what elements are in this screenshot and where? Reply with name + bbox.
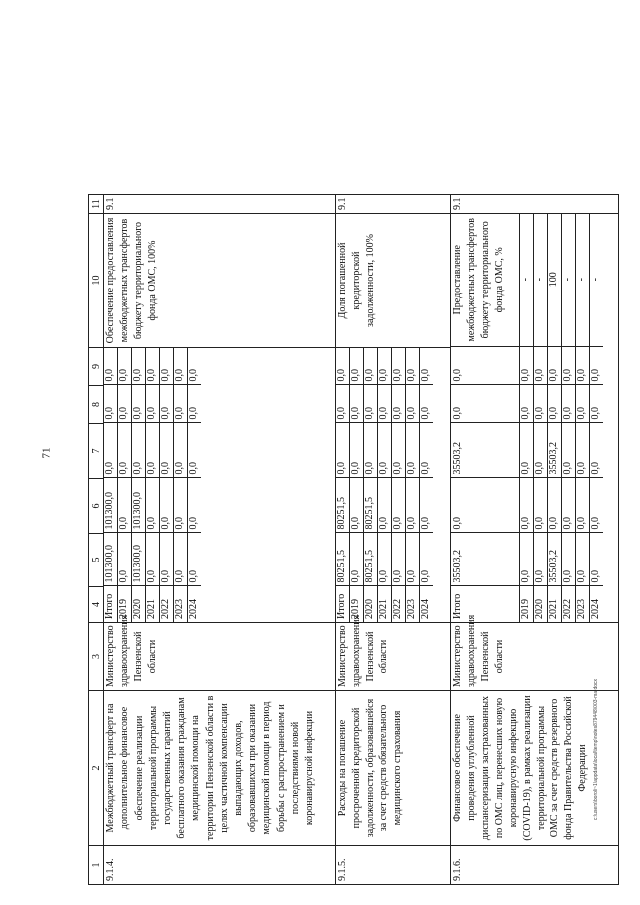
value-federal: 0,0	[561, 423, 575, 478]
year-row	[589, 213, 603, 622]
year-row	[104, 347, 118, 622]
value-other: 0,0	[174, 347, 188, 385]
year-label: Итого	[336, 586, 350, 622]
year-label: 2020	[363, 586, 377, 622]
year-row	[451, 213, 519, 622]
value-federal: 0,0	[589, 423, 603, 478]
value-local: 0,0	[118, 385, 132, 423]
value-total: 35503,2	[547, 533, 561, 586]
row-number: 9.1.4.	[104, 846, 336, 885]
blank-margin-cell	[451, 17, 619, 195]
indicator-value: -	[519, 213, 533, 347]
value-local: 0,0	[160, 385, 174, 423]
row-number: 9.1.5.	[335, 846, 450, 885]
value-other: 0,0	[419, 347, 433, 385]
year-row	[533, 213, 547, 622]
value-total: 0,0	[419, 533, 433, 586]
year-label: 2024	[589, 586, 603, 622]
indicator-value: -	[561, 213, 575, 347]
value-federal: 0,0	[132, 423, 146, 478]
row-description: Расходы на погашение просроченной кредиторской задолженности, образовавшейся за счет средств обязательного медицинского страхования	[335, 691, 450, 846]
value-regional: 0,0	[174, 478, 188, 533]
year-label: Итого	[104, 586, 118, 622]
value-federal: 0,0	[188, 423, 202, 478]
year-row	[146, 347, 160, 622]
value-other: 0,0	[377, 347, 391, 385]
year-label: 2021	[377, 586, 391, 622]
value-other: 0,0	[132, 347, 146, 385]
column-header: 9	[89, 348, 104, 386]
row-executor: Министерство здравоохранения Пензенской области	[335, 623, 450, 691]
year-label: 2024	[419, 586, 433, 622]
column-number-row	[89, 17, 104, 885]
value-regional: 0,0	[188, 478, 202, 533]
value-regional: 0,0	[589, 478, 603, 533]
value-regional: 0,0	[118, 478, 132, 533]
year-row	[547, 213, 561, 622]
table-row	[104, 17, 336, 885]
value-other: 0,0	[547, 347, 561, 385]
value-other: 0,0	[391, 347, 405, 385]
year-label: 2024	[188, 586, 202, 622]
column-header: 5	[89, 534, 104, 587]
value-total: 80251,5	[336, 533, 350, 586]
indicator-value: -	[575, 213, 589, 347]
value-total: 0,0	[188, 533, 202, 586]
value-regional: 0,0	[377, 478, 391, 533]
value-local: 0,0	[349, 385, 363, 423]
value-other: 0,0	[104, 347, 118, 385]
value-local: 0,0	[405, 385, 419, 423]
value-regional: 80251,5	[363, 478, 377, 533]
column-header: 6	[89, 479, 104, 534]
year-label: 2023	[405, 586, 419, 622]
value-other: 0,0	[336, 347, 350, 385]
value-regional: 0,0	[533, 478, 547, 533]
indicator-value: 100	[547, 213, 561, 347]
year-label: 2020	[533, 586, 547, 622]
year-row	[377, 347, 391, 622]
value-total: 0,0	[575, 533, 589, 586]
indicator-value: -	[533, 213, 547, 347]
value-local: 0,0	[391, 385, 405, 423]
year-label: 2022	[160, 586, 174, 622]
value-regional: 0,0	[561, 478, 575, 533]
value-local: 0,0	[377, 385, 391, 423]
value-regional: 0,0	[547, 478, 561, 533]
value-local: 0,0	[188, 385, 202, 423]
row-number: 9.1.6.	[451, 846, 619, 885]
value-regional: 0,0	[391, 478, 405, 533]
year-row	[349, 347, 363, 622]
years-cell	[451, 214, 619, 623]
row-executor: Министерство здравоохранения Пензенской области	[451, 623, 619, 691]
year-label: 2019	[349, 586, 363, 622]
value-total: 0,0	[377, 533, 391, 586]
years-cell	[104, 348, 336, 623]
column-header: 7	[89, 424, 104, 479]
value-federal: 0,0	[575, 423, 589, 478]
value-total: 0,0	[533, 533, 547, 586]
row-executor: Министерство здравоохранения Пензенской области	[104, 623, 336, 691]
value-federal: 0,0	[419, 423, 433, 478]
value-other: 0,0	[349, 347, 363, 385]
value-regional: 0,0	[419, 478, 433, 533]
year-label: 2021	[146, 586, 160, 622]
value-regional: 0,0	[451, 478, 519, 533]
year-label: 2022	[391, 586, 405, 622]
value-total: 0,0	[391, 533, 405, 586]
value-other: 0,0	[160, 347, 174, 385]
value-federal: 0,0	[336, 423, 350, 478]
value-other: 0,0	[363, 347, 377, 385]
year-label: 2019	[118, 586, 132, 622]
value-total: 0,0	[589, 533, 603, 586]
value-regional: 0,0	[575, 478, 589, 533]
value-total: 0,0	[174, 533, 188, 586]
value-local: 0,0	[547, 385, 561, 423]
value-federal: 0,0	[174, 423, 188, 478]
year-row	[419, 347, 433, 622]
column-header: 11	[89, 195, 104, 214]
program-table	[88, 16, 619, 885]
value-federal: 0,0	[377, 423, 391, 478]
year-label: 2022	[561, 586, 575, 622]
value-total: 0,0	[561, 533, 575, 586]
value-local: 0,0	[336, 385, 350, 423]
value-local: 0,0	[533, 385, 547, 423]
blank-margin-cell	[104, 17, 336, 195]
value-regional: 0,0	[405, 478, 419, 533]
row-indicator: Обеспечение предоставления межбюджетных трансфертов бюджету территориального фонда ОМС, 100%	[104, 214, 336, 348]
row-indicator: Доля погашенной кредиторской задолженности, 100%	[335, 214, 450, 348]
value-total: 0,0	[160, 533, 174, 586]
year-label: Итого	[451, 586, 519, 622]
year-label: 2023	[174, 586, 188, 622]
value-regional: 0,0	[519, 478, 533, 533]
value-total: 0,0	[405, 533, 419, 586]
year-label: 2023	[575, 586, 589, 622]
row-description: Межбюджетный трансферт на дополнительное финансовое обеспечение реализации территориальной программы государственных гарантий бесплатного оказания гражданам медицинской помощи на территории Пензенской области в целях частичной компенсации выпадающих доходов, образовавшихся при оказании медицинской помощи в период борьбы с распространением и последствиями новой коронавирусной инфекции	[104, 691, 336, 846]
table-container	[88, 17, 619, 885]
years-subtable	[104, 347, 201, 622]
rotated-table-area	[88, 17, 619, 885]
row-code: 9.1	[104, 195, 336, 214]
value-local: 0,0	[419, 385, 433, 423]
row-code: 9.1	[451, 195, 619, 214]
row-description: Финансовое обеспечение проведения углубленной диспансеризации застрахованных по ОМС лиц, перенесших новую коронавирусную инфекцию (COVID-19), в рамках реализации территориальной программы ОМС за счет средств резервного фонда Правительства Российской Федерации	[451, 691, 619, 846]
year-label: 2020	[132, 586, 146, 622]
value-federal: 0,0	[146, 423, 160, 478]
value-regional: 80251,5	[336, 478, 350, 533]
value-other: 0,0	[188, 347, 202, 385]
year-label: 2019	[519, 586, 533, 622]
value-total: 35503,2	[451, 533, 519, 586]
blank-margin-cell	[89, 17, 104, 195]
year-row	[174, 347, 188, 622]
value-federal: 35503,2	[451, 423, 519, 478]
value-federal: 0,0	[405, 423, 419, 478]
value-federal: 0,0	[363, 423, 377, 478]
years-subtable	[336, 347, 433, 622]
column-header: 8	[89, 386, 104, 424]
value-local: 0,0	[104, 385, 118, 423]
year-row	[391, 347, 405, 622]
file-path-footer: c:\users\boroli~1\appdata\local\temp\notes879448\003-ma.docx	[593, 678, 599, 820]
value-federal: 0,0	[349, 423, 363, 478]
value-other: 0,0	[533, 347, 547, 385]
value-local: 0,0	[146, 385, 160, 423]
year-row	[405, 347, 419, 622]
value-regional: 0,0	[160, 478, 174, 533]
year-row	[519, 213, 533, 622]
value-other: 0,0	[575, 347, 589, 385]
year-row	[188, 347, 202, 622]
value-other: 0,0	[561, 347, 575, 385]
value-other: 0,0	[146, 347, 160, 385]
value-other: 0,0	[589, 347, 603, 385]
column-header: 1	[89, 846, 104, 885]
year-row	[363, 347, 377, 622]
year-row	[160, 347, 174, 622]
value-regional: 0,0	[146, 478, 160, 533]
value-total: 101300,0	[104, 533, 118, 586]
table-row	[335, 17, 450, 885]
value-local: 0,0	[519, 385, 533, 423]
years-subtable	[451, 213, 603, 622]
column-header: 10	[89, 214, 104, 348]
year-row	[118, 347, 132, 622]
value-total: 0,0	[519, 533, 533, 586]
value-local: 0,0	[451, 385, 519, 423]
value-total: 0,0	[146, 533, 160, 586]
value-federal: 0,0	[160, 423, 174, 478]
column-header: 2	[89, 691, 104, 846]
blank-margin-cell	[335, 17, 450, 195]
years-cell	[335, 348, 450, 623]
value-federal: 0,0	[104, 423, 118, 478]
value-local: 0,0	[575, 385, 589, 423]
column-header: 3	[89, 623, 104, 691]
value-regional: 101300,0	[132, 478, 146, 533]
year-row	[336, 347, 350, 622]
value-other: 0,0	[118, 347, 132, 385]
value-federal: 0,0	[118, 423, 132, 478]
value-regional: 101300,0	[104, 478, 118, 533]
year-row	[575, 213, 589, 622]
value-federal: 0,0	[519, 423, 533, 478]
value-local: 0,0	[561, 385, 575, 423]
value-local: 0,0	[132, 385, 146, 423]
value-other: 0,0	[405, 347, 419, 385]
year-row	[561, 213, 575, 622]
value-total: 0,0	[118, 533, 132, 586]
value-total: 80251,5	[363, 533, 377, 586]
row-code: 9.1	[335, 195, 450, 214]
value-local: 0,0	[363, 385, 377, 423]
year-row	[132, 347, 146, 622]
year-label: 2021	[547, 586, 561, 622]
value-other: 0,0	[451, 347, 519, 385]
value-federal: 0,0	[391, 423, 405, 478]
page-number: 71	[40, 447, 52, 459]
value-regional: 0,0	[349, 478, 363, 533]
value-total: 0,0	[349, 533, 363, 586]
value-local: 0,0	[589, 385, 603, 423]
value-other: 0,0	[519, 347, 533, 385]
column-header: 4	[89, 587, 104, 623]
value-local: 0,0	[174, 385, 188, 423]
value-federal: 35503,2	[547, 423, 561, 478]
row-indicator: Предоставление межбюджетных трансфертов бюджету территориального фонда ОМС, %	[451, 213, 519, 347]
indicator-value: -	[589, 213, 603, 347]
value-total: 101300,0	[132, 533, 146, 586]
value-federal: 0,0	[533, 423, 547, 478]
